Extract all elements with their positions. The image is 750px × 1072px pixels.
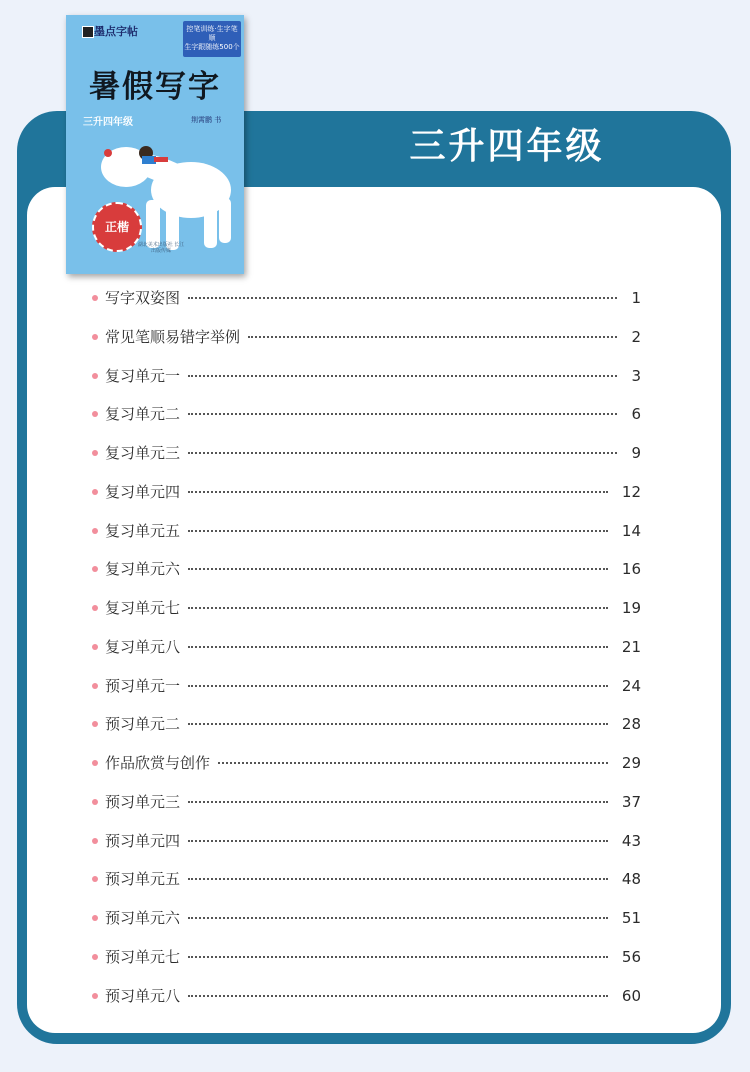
bullet-icon — [92, 915, 98, 921]
toc-entry-label: 预习单元七 — [105, 947, 181, 966]
bullet-icon — [92, 373, 98, 379]
toc-entry-page: 51 — [621, 909, 641, 927]
toc-entry — [92, 365, 647, 389]
toc-entry — [92, 558, 647, 582]
toc-entry-page: 48 — [621, 870, 641, 889]
bullet-icon — [92, 838, 98, 844]
toc-entry — [92, 830, 647, 854]
book-brand: 墨点字帖 — [94, 25, 138, 38]
toc-entry-page: 9 — [631, 444, 641, 462]
toc-entry-page: 24 — [621, 676, 641, 695]
bullet-icon — [92, 566, 98, 572]
toc-entry-page: 19 — [621, 599, 641, 617]
toc-entry-label: 常见笔顺易错字举例 — [105, 327, 241, 346]
book-publisher: 湖北美术出版社 长江出版传媒 — [137, 242, 185, 254]
book-cover — [66, 15, 244, 274]
toc-entry — [92, 597, 647, 621]
toc-entry-label: 复习单元一 — [105, 366, 181, 385]
book-grade: 三升四年级 — [83, 117, 133, 128]
toc-entry — [92, 287, 647, 311]
toc-entry-page: 16 — [621, 560, 641, 579]
dot-leader — [248, 336, 617, 338]
dot-leader — [188, 995, 608, 997]
dot-leader — [188, 568, 608, 570]
bullet-icon — [92, 993, 98, 999]
toc-entry-label: 预习单元八 — [105, 986, 181, 1005]
toc-entry — [92, 520, 647, 544]
dot-leader — [188, 878, 608, 880]
toc-entry-page: 29 — [621, 754, 641, 772]
bullet-icon — [92, 760, 98, 766]
toc-entry-page: 37 — [621, 792, 641, 811]
toc-entry-page: 1 — [631, 289, 641, 307]
dot-leader — [188, 840, 608, 842]
toc-entry-page: 21 — [621, 637, 641, 656]
toc-entry-label: 复习单元八 — [105, 637, 181, 656]
promo-line-1: 控笔训练·生字笔顺 — [186, 25, 238, 42]
toc-entry-label: 复习单元五 — [105, 521, 181, 540]
bullet-icon — [92, 644, 98, 650]
toc-entry-label: 作品欣赏与创作 — [105, 754, 211, 772]
dot-leader — [188, 723, 608, 725]
dot-leader — [188, 491, 608, 493]
dot-leader — [188, 375, 617, 377]
toc-entry-page: 2 — [631, 327, 641, 346]
toc-entry — [92, 985, 647, 1009]
toc-entry — [92, 868, 647, 892]
toc-entry-page: 14 — [621, 521, 641, 540]
bullet-icon — [92, 528, 98, 534]
toc-entry-page: 60 — [621, 986, 641, 1005]
toc-entry — [92, 675, 647, 699]
toc-entry — [92, 481, 647, 505]
toc-entry-page: 6 — [631, 405, 641, 424]
promo-line-2: 生字跟随练500个 — [184, 43, 240, 51]
toc-entry — [92, 946, 647, 970]
toc-entry-label: 预习单元四 — [105, 831, 181, 850]
toc-entry-page: 12 — [621, 482, 641, 501]
bullet-icon — [92, 605, 98, 611]
toc-entry-page: 28 — [621, 715, 641, 734]
toc-entry-page: 43 — [621, 831, 641, 850]
bullet-icon — [92, 334, 98, 340]
toc-entry-label: 复习单元三 — [105, 444, 181, 462]
bullet-icon — [92, 799, 98, 805]
toc-entry-label: 复习单元七 — [105, 599, 181, 617]
toc-entry — [92, 907, 647, 931]
bullet-icon — [92, 876, 98, 882]
bullet-icon — [92, 489, 98, 495]
toc-entry-page: 3 — [631, 366, 641, 385]
dot-leader — [188, 801, 608, 803]
toc-entry — [92, 403, 647, 427]
bullet-icon — [92, 721, 98, 727]
toc-entry — [92, 791, 647, 815]
bullet-icon — [92, 295, 98, 301]
toc-entry-label: 预习单元一 — [105, 676, 181, 695]
page-heading: 三升四年级 — [409, 126, 605, 167]
toc-entry — [92, 752, 647, 776]
toc-entry-label: 复习单元二 — [105, 405, 181, 424]
toc-entry — [92, 713, 647, 737]
dot-leader — [188, 297, 617, 299]
toc-entry-label: 写字双姿图 — [105, 289, 181, 307]
dot-leader — [188, 530, 608, 532]
book-author: 荆霄鹏 书 — [191, 116, 222, 124]
bullet-icon — [92, 954, 98, 960]
toc-entry-label: 复习单元六 — [105, 560, 181, 579]
bullet-icon — [92, 411, 98, 417]
script-style-stamp: 正楷 — [92, 202, 142, 252]
toc-entry — [92, 326, 647, 350]
dot-leader — [188, 956, 608, 958]
toc-entry-label: 预习单元五 — [105, 870, 181, 889]
dot-leader — [188, 452, 617, 454]
bullet-icon — [92, 450, 98, 456]
toc-entry-label: 预习单元二 — [105, 715, 181, 734]
toc-entry — [92, 636, 647, 660]
toc-entry-label: 复习单元四 — [105, 482, 181, 501]
toc-entry-page: 56 — [621, 947, 641, 966]
dot-leader — [188, 685, 608, 687]
dot-leader — [188, 917, 608, 919]
toc-entry — [92, 442, 647, 466]
dot-leader — [188, 646, 608, 648]
toc-entry-label: 预习单元三 — [105, 792, 181, 811]
bullet-icon — [92, 683, 98, 689]
dot-leader — [188, 413, 617, 415]
dot-leader — [188, 607, 608, 609]
dot-leader — [218, 762, 608, 764]
book-title: 暑假写字 — [89, 69, 221, 105]
toc-entry-label: 预习单元六 — [105, 909, 181, 927]
